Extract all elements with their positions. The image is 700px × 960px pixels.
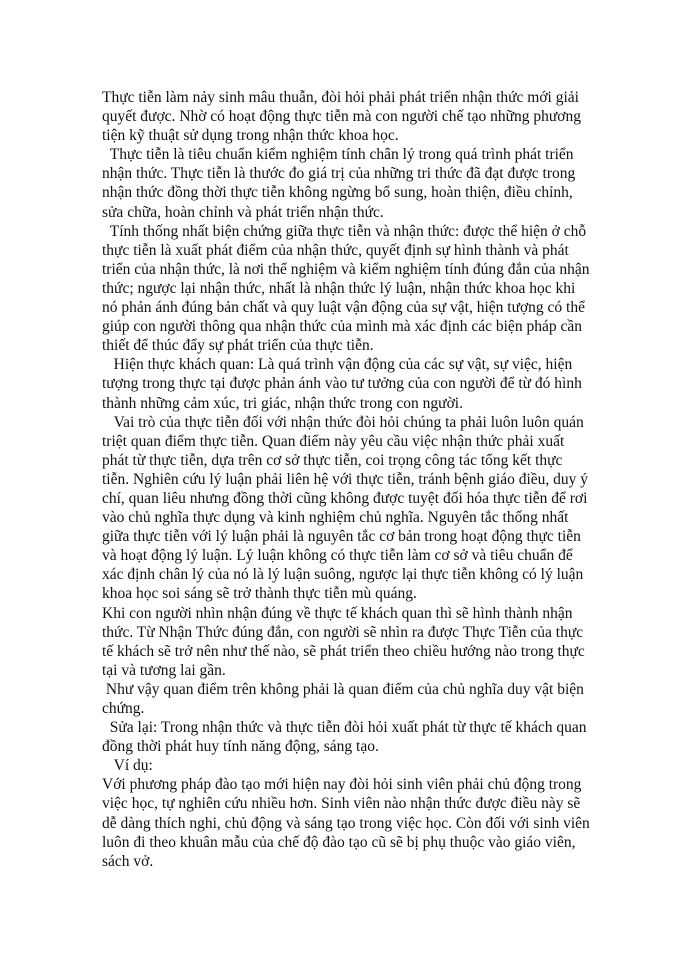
paragraph-6: Khi con người nhìn nhận đúng về thực tế khách quan thì sẽ hình thành nhận thức. Từ Nhận Thức đúng đắn, con người sẽ nhìn ra được Thực Tiễn của thực tế khách sẽ trở nên như thế nào, sẽ phát triển theo chiều hướng nào trong thực tại và tương lai gần. — [102, 604, 589, 679]
paragraph-1: Thực tiễn làm nảy sinh mâu thuẫn, đòi hỏi phải phát triển nhận thức mới giải quyết được. Nhờ có hoạt động thực tiễn mà con người chế tạo những phương tiện kỹ thuật sử dụng trong nhận thức khoa học. — [102, 89, 585, 145]
paragraph-4: Hiện thực khách quan: Là quá trình vận động của các sự vật, sự việc, hiện tượng trong thực tại được phản ánh vào tư tưởng của con người để từ đó hình thành những cảm xúc, tri giác, nhận thức trong con người. — [102, 356, 586, 412]
paragraph-10: Với phương pháp đào tạo mới hiện nay đòi hỏi sinh viên phải chủ động trong việc học, tự nghiên cứu nhiều hơn. Sinh viên nào nhận thức được điều này sẽ dễ dàng thích nghi, chủ động và sáng tạo trong việc học. Còn đối với sinh viên luôn đi theo khuân mẫu của chế độ đào tạo cũ sẽ bị phụ thuộc vào giáo viên, sách vở. — [102, 776, 594, 870]
document-page — [102, 88, 592, 871]
paragraph-3: Tính thống nhất biện chứng giữa thực tiễn và nhận thức: được thể hiện ở chỗ thực tiễn là xuất phát điểm của nhận thức, quyết định sự hình thành và phát triển của nhận thức, là nơi thể nghiệm và kiểm nghiệm tính đúng đắn của nhận thức; ngược lại nhận thức, nhất là nhận thức lý luận, nhận thức khoa học khi nó phản ánh đúng bản chất và quy luật vận động của sự vật, hiện tượng có thể giúp con người thông qua nhận thức của mình mà xác định các biện pháp cần thiết để thúc đẩy sự phát triển của thực tiễn. — [102, 222, 594, 355]
paragraph-8: Sửa lại: Trong nhận thức và thực tiễn đòi hỏi xuất phát từ thực tế khách quan đồng thời phát huy tính năng động, sáng tạo. — [102, 719, 591, 756]
paragraph-2: Thực tiễn là tiêu chuẩn kiểm nghiệm tính chân lý trong quá trình phát triển nhận thức. Thực tiễn là thước đo giá trị của những tri thức đã đạt được trong nhận thức đồng thời thực tiễn không ngừng bổ sung, hoàn thiện, điều chỉnh, sửa chữa, hoàn chỉnh và phát triển nhận thức. — [102, 146, 580, 221]
paragraph-9: Ví dụ: — [102, 757, 153, 775]
paragraph-7: Như vậy quan điểm trên không phải là quan điểm của chủ nghĩa duy vật biện chứng. — [102, 680, 588, 717]
paragraph-5: Vai trò của thực tiễn đối với nhận thức đòi hỏi chúng ta phải luôn luôn quán triệt quan điểm thực tiễn. Quan điểm này yêu cầu việc nhận thức phải xuất phát từ thực tiễn, dựa trên cơ sở thực tiễn, coi trọng công tác tổng kết thực tiễn. Nghiên cứu lý luận phải liên hệ với thực tiễn, tránh bệnh giáo điều, duy ý chí, quan liêu nhưng đồng thời cũng không được tuyệt đối hóa thực tiễn để rơi vào chủ nghĩa thực dụng và kinh nghiệm chủ nghĩa. Nguyên tắc thống nhất giữa thực tiễn với lý luận phải là nguyên tắc cơ bản trong hoạt động thực tiễn và hoạt động lý luận. Lý luận không có thực tiễn làm cơ sở và tiêu chuẩn để xác định chân lý của nó là lý luận suông, ngược lại thực tiễn không có lý luận khoa học soi sáng sẽ trở thành thực tiễn mù quáng. — [102, 413, 592, 603]
